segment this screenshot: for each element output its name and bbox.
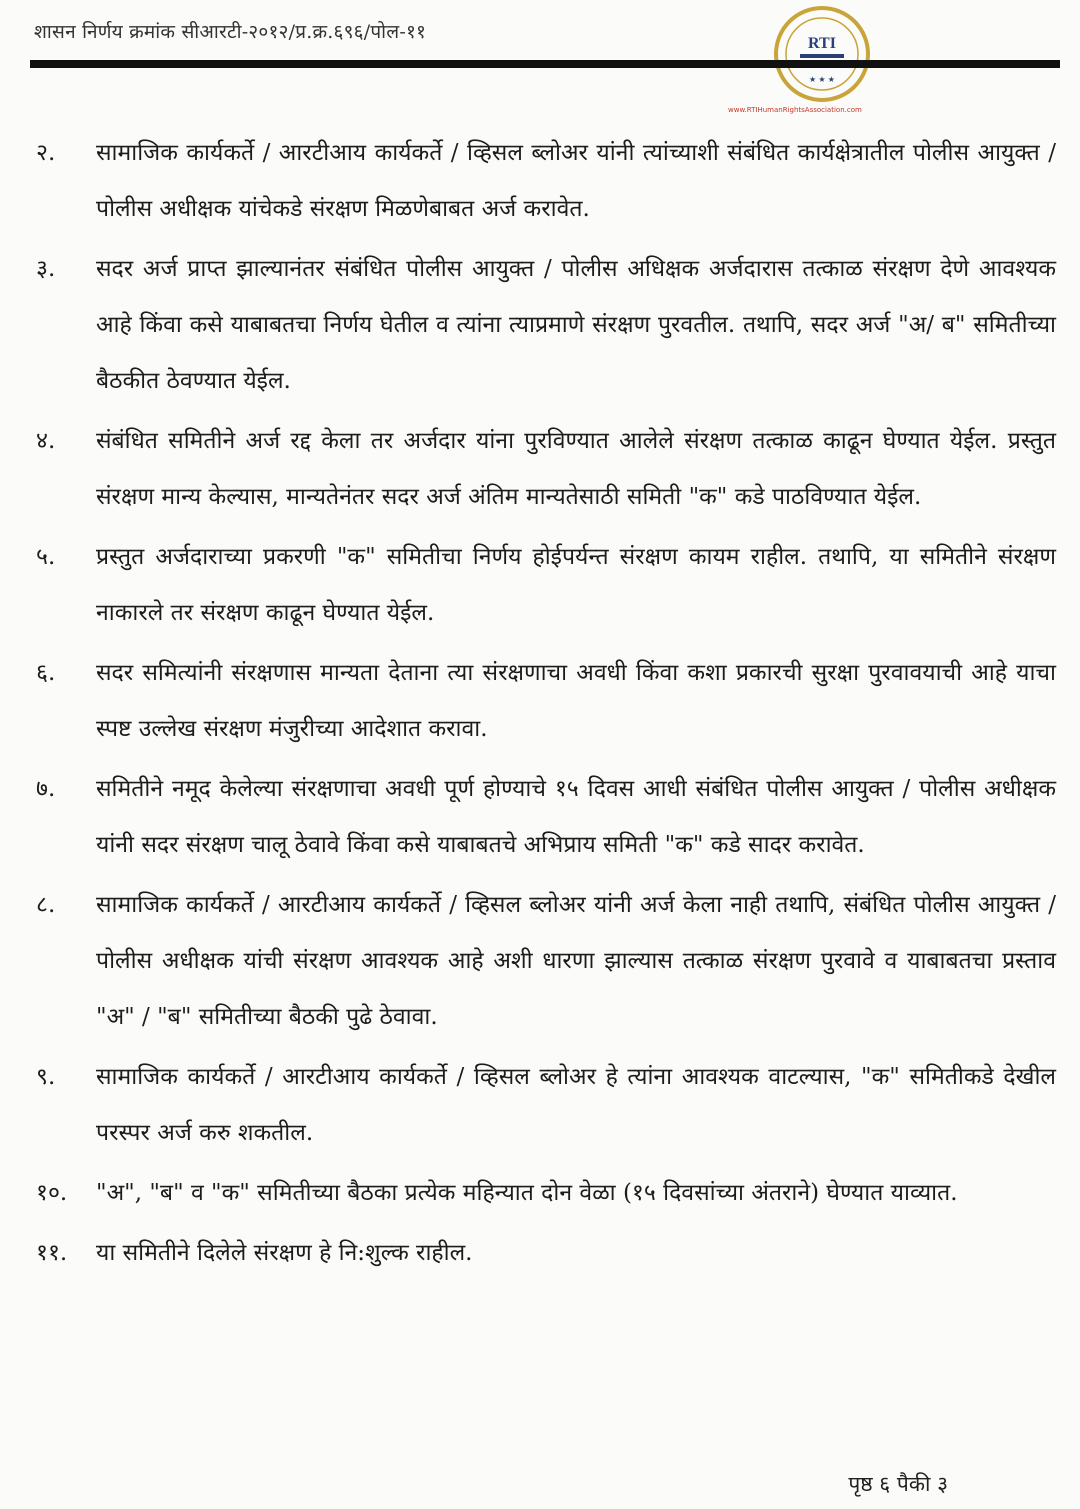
point-text: सामाजिक कार्यकर्ते / आरटीआय कार्यकर्ते / व्हिसल ब्लोअर यांनी अर्ज केला नाही तथापि, संबंधित पोलीस आयुक्त / पोलीस अधीक्षक यांची संरक्षण आवश्यक आहे अशी धारणा झाल्यास तत्काळ संरक्षण पुरवावे व याबाबतचा प्रस्ताव "अ" / "ब" समितीच्या बैठकी पुढे ठेवावा. — [96, 892, 1056, 1030]
list-item — [36, 1165, 1056, 1221]
list-item — [36, 125, 1056, 237]
list-item — [36, 877, 1056, 1045]
point-text: सामाजिक कार्यकर्ते / आरटीआय कार्यकर्ते / व्हिसल ब्लोअर यांनी त्यांच्याशी संबंधित कार्यक्षेत्रातील पोलीस आयुक्त / पोलीस अधीक्षक यांचेकडे संरक्षण मिळणेबाबत अर्ज करावेत. — [96, 140, 1056, 222]
point-text: समितीने नमूद केलेल्या संरक्षणाचा अवधी पूर्ण होण्याचे १५ दिवस आधी संबंधित पोलीस आयुक्त / पोलीस अधीक्षक यांनी सदर संरक्षण चालू ठेवावे किंवा कसे याबाबतचे अभिप्राय समिती "क" कडे सादर करावेत. — [96, 776, 1056, 858]
list-item — [36, 241, 1056, 409]
header-divider — [30, 60, 1060, 68]
svg-text:★ ★ ★: ★ ★ ★ — [809, 75, 835, 84]
list-item — [36, 529, 1056, 641]
point-number: १०. — [36, 1180, 68, 1206]
point-text: या समितीने दिलेले संरक्षण हे नि:शुल्क राहील. — [96, 1240, 473, 1266]
point-text: सदर अर्ज प्राप्त झाल्यानंतर संबंधित पोलीस आयुक्त / पोलीस अधिक्षक अर्जदारास तत्काळ संरक्षण देणे आवश्यक आहे किंवा कसे याबाबतचा निर्णय घेतील व त्यांना त्याप्रमाणे संरक्षण पुरवतील. तथापि, सदर अर्ज "अ/ ब" समितीच्या बैठकीत ठेवण्यात येईल. — [96, 256, 1056, 394]
seal-website: www.RTIHumanRightsAssociation.com — [728, 106, 862, 114]
list-item — [36, 1225, 1056, 1281]
point-number: ८. — [36, 892, 56, 918]
list-item — [36, 761, 1056, 873]
point-text: सामाजिक कार्यकर्ते / आरटीआय कार्यकर्ते / व्हिसल ब्लोअर हे त्यांना आवश्यक वाटल्यास, "क" समितीकडे देखील परस्पर अर्ज करु शकतील. — [96, 1064, 1056, 1146]
point-number: २. — [36, 140, 56, 166]
page-number: पृष्ठ ६ पैकी ३ — [848, 1472, 948, 1496]
list-item — [36, 413, 1056, 525]
point-text: प्रस्तुत अर्जदाराच्या प्रकरणी "क" समितीचा निर्णय होईपर्यन्त संरक्षण कायम राहील. तथापि, या समितीने संरक्षण नाकारले तर संरक्षण काढून घेण्यात येईल. — [96, 544, 1056, 626]
svg-text:RTI: RTI — [808, 35, 836, 52]
list-item — [36, 645, 1056, 757]
point-number: ६. — [36, 660, 56, 686]
point-number: ९. — [36, 1064, 56, 1090]
point-text: सदर समित्यांनी संरक्षणास मान्यता देताना त्या संरक्षणाचा अवधी किंवा कशा प्रकारची सुरक्षा पुरवावयाची आहे याचा स्पष्ट उल्लेख संरक्षण मंजुरीच्या आदेशात करावा. — [96, 660, 1056, 742]
point-text: "अ", "ब" व "क" समितीच्या बैठका प्रत्येक महिन्यात दोन वेळा (१५ दिवसांच्या अंतराने) घेण्यात याव्यात. — [96, 1180, 958, 1206]
document-reference: शासन निर्णय क्रमांक सीआरटी-२०१२/प्र.क्र.६९६/पोल-११ — [34, 21, 427, 43]
point-text: संबंधित समितीने अर्ज रद्द केला तर अर्जदार यांना पुरविण्यात आलेले संरक्षण तत्काळ काढून घेण्यात येईल. प्रस्तुत संरक्षण मान्य केल्यास, मान्यतेनंतर सदर अर्ज अंतिम मान्यतेसाठी समिती "क" कडे पाठविण्यात येईल. — [96, 428, 1056, 510]
point-number: ७. — [36, 776, 56, 802]
point-number: ५. — [36, 544, 56, 570]
list-item — [36, 1049, 1056, 1161]
points-list — [36, 125, 1056, 1285]
point-number: ११. — [36, 1240, 68, 1266]
point-number: ४. — [36, 428, 56, 454]
point-number: ३. — [36, 256, 56, 282]
seal-logo — [772, 4, 872, 104]
